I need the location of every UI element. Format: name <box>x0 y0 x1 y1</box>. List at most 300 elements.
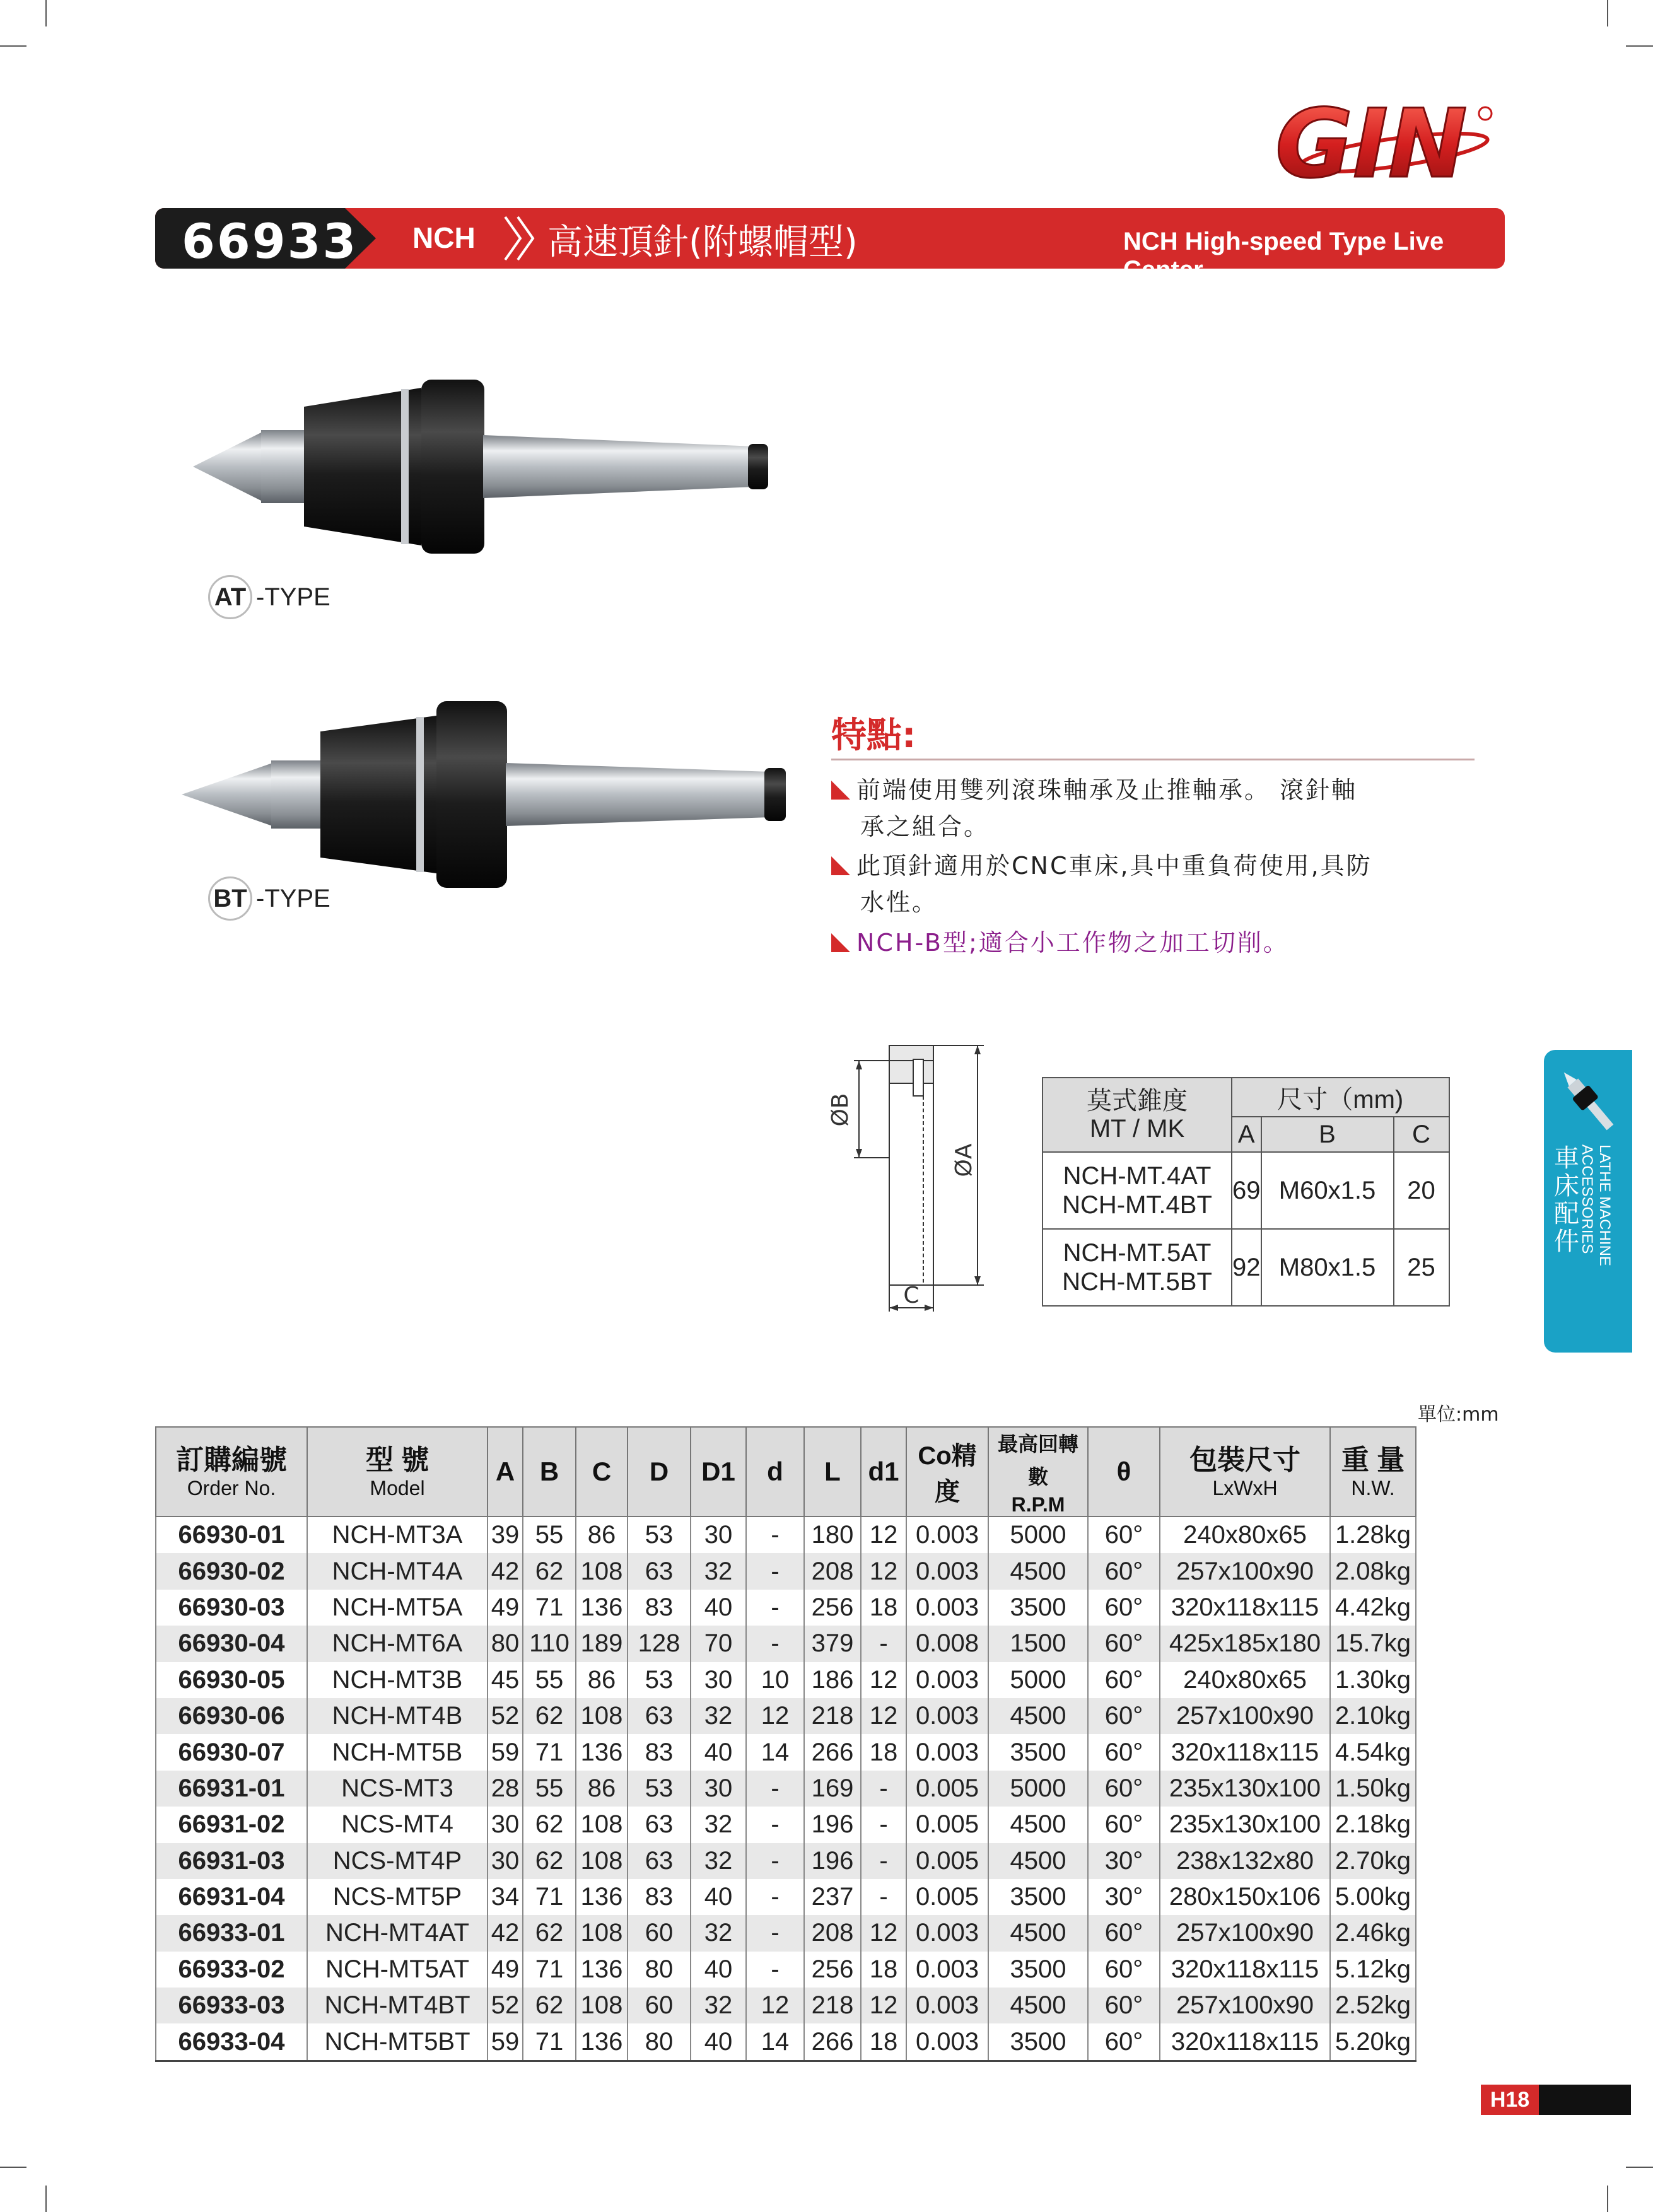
cell-model: NCS-MT4P <box>307 1843 488 1879</box>
cell-theta: 60° <box>1088 1734 1160 1770</box>
cell-l: 208 <box>804 1915 861 1951</box>
cell-order-no: 66933-04 <box>156 2023 307 2061</box>
type-label-bt: BT -TYPE <box>208 876 330 921</box>
cell-d1-upper: 32 <box>691 1807 746 1842</box>
cell-d: 60 <box>628 1915 691 1951</box>
cell-l: 180 <box>804 1516 861 1553</box>
cell-d: 53 <box>628 1771 691 1807</box>
cell-l: 196 <box>804 1807 861 1842</box>
cell-d1-upper: 30 <box>691 1771 746 1807</box>
cell-co: 0.003 <box>906 1698 988 1734</box>
cell-d1-lower: - <box>861 1771 906 1807</box>
cell-rpm: 5000 <box>988 1516 1088 1553</box>
cell-c: 108 <box>576 1807 628 1842</box>
cell-pack-size: 235x130x100 <box>1160 1771 1330 1807</box>
cell-d1-upper: 32 <box>691 1553 746 1589</box>
cell-l: 266 <box>804 2023 861 2061</box>
crop-mark <box>1607 2186 1608 2212</box>
svg-text:ØA: ØA <box>951 1143 977 1177</box>
cell-l: 256 <box>804 1590 861 1626</box>
cell-model: NCH-MT5AT <box>307 1952 488 1988</box>
cell-d1-lower: 12 <box>861 1662 906 1698</box>
cell-theta: 60° <box>1088 2023 1160 2061</box>
col-rpm: 最高回轉數 R.P.M <box>988 1427 1088 1516</box>
table-row <box>156 1516 1416 1553</box>
cell-c: 86 <box>576 1662 628 1698</box>
cell-c: 86 <box>576 1771 628 1807</box>
cell-b: 62 <box>523 1807 576 1842</box>
cell-pack-size: 257x100x90 <box>1160 1553 1330 1589</box>
cell-weight: 2.46kg <box>1330 1915 1416 1951</box>
col-d1-upper: D1 <box>691 1427 746 1516</box>
cell-d-lower: - <box>746 1771 804 1807</box>
cell-rpm: 3500 <box>988 1734 1088 1770</box>
spec-col-a: A <box>1232 1117 1261 1152</box>
cell-a: 52 <box>488 1988 523 2023</box>
cell-l: 266 <box>804 1734 861 1770</box>
cell-d-lower: - <box>746 1807 804 1842</box>
cell-d: 63 <box>628 1698 691 1734</box>
cell-d: 63 <box>628 1807 691 1842</box>
cell-d1-upper: 30 <box>691 1516 746 1553</box>
spec-header-mt: 莫式錐度 MT / MK <box>1043 1078 1232 1152</box>
cell-theta: 30° <box>1088 1879 1160 1915</box>
cell-d1-upper: 32 <box>691 1988 746 2023</box>
cell-order-no: 66933-02 <box>156 1952 307 1988</box>
cell-d-lower: 14 <box>746 2023 804 2061</box>
cell-model: NCH-MT4B <box>307 1698 488 1734</box>
col-d: D <box>628 1427 691 1516</box>
table-row <box>156 1662 1416 1698</box>
cell-weight: 1.30kg <box>1330 1662 1416 1698</box>
cell-model: NCS-MT4 <box>307 1807 488 1842</box>
cell-d-lower: - <box>746 1516 804 1553</box>
cell-theta: 60° <box>1088 1988 1160 2023</box>
cell-weight: 15.7kg <box>1330 1626 1416 1662</box>
cell-order-no: 66930-05 <box>156 1662 307 1698</box>
cell-a: 42 <box>488 1553 523 1589</box>
cell-d-lower: - <box>746 1553 804 1589</box>
cell-d1-lower: - <box>861 1843 906 1879</box>
cell-b: 62 <box>523 1698 576 1734</box>
cell-c: 108 <box>576 1915 628 1951</box>
page-number: H18 <box>1481 2085 1539 2115</box>
cell-b: 71 <box>523 1879 576 1915</box>
cell-weight: 5.20kg <box>1330 2023 1416 2061</box>
cell-order-no: 66931-03 <box>156 1843 307 1879</box>
cell-a: 59 <box>488 1734 523 1770</box>
cell-c: 108 <box>576 1698 628 1734</box>
crop-mark <box>1626 45 1653 47</box>
cell-co: 0.003 <box>906 1915 988 1951</box>
cell-co: 0.003 <box>906 1952 988 1988</box>
cell-weight: 1.50kg <box>1330 1771 1416 1807</box>
col-b: B <box>523 1427 576 1516</box>
cell-d1-upper: 32 <box>691 1698 746 1734</box>
divider <box>831 759 1475 760</box>
side-tab-english: LATHE MACHINE ACCESSORIES <box>1579 1144 1613 1266</box>
cell-d-lower: - <box>746 1626 804 1662</box>
cell-b: 55 <box>523 1516 576 1553</box>
cell-model: NCH-MT5B <box>307 1734 488 1770</box>
col-co: Co精度 <box>906 1427 988 1516</box>
live-center-at-image <box>187 372 773 561</box>
cell-d: 80 <box>628 1952 691 1988</box>
cell-d-lower: - <box>746 1879 804 1915</box>
cell-model: NCS-MT3 <box>307 1771 488 1807</box>
cell-a: 52 <box>488 1698 523 1734</box>
cell-d: 60 <box>628 1988 691 2023</box>
cell-d1-lower: 12 <box>861 1698 906 1734</box>
cell-pack-size: 320x118x115 <box>1160 1590 1330 1626</box>
nut-dimension-diagram <box>820 1034 996 1312</box>
cell-b: 62 <box>523 1843 576 1879</box>
triangle-bullet-icon <box>831 933 850 952</box>
cell-c: 136 <box>576 1734 628 1770</box>
cell-rpm: 4500 <box>988 1807 1088 1842</box>
cell-d-lower: 14 <box>746 1734 804 1770</box>
cell-d1-upper: 32 <box>691 1843 746 1879</box>
features-title: 特點: <box>831 715 916 756</box>
cell-c: 108 <box>576 1988 628 2023</box>
cell-d1-upper: 30 <box>691 1662 746 1698</box>
cell-pack-size: 320x118x115 <box>1160 1952 1330 1988</box>
crop-mark <box>1626 2167 1653 2168</box>
section-side-tab[interactable] <box>1544 1050 1632 1353</box>
cell-weight: 2.18kg <box>1330 1807 1416 1842</box>
col-d-lower: d <box>746 1427 804 1516</box>
cell-theta: 60° <box>1088 1807 1160 1842</box>
table-row <box>156 1590 1416 1626</box>
spec-row: NCH-MT.5AT NCH-MT.5BT 92 M80x1.5 25 <box>1043 1229 1449 1306</box>
table-row <box>156 1843 1416 1879</box>
cell-weight: 5.00kg <box>1330 1879 1416 1915</box>
title-english: NCH High-speed Type Live Center <box>1123 228 1444 284</box>
cell-d: 128 <box>628 1626 691 1662</box>
cell-d1-lower: 12 <box>861 1988 906 2023</box>
table-row <box>156 1915 1416 1951</box>
col-order-no: 訂購編號 Order No. <box>156 1427 307 1516</box>
cell-weight: 1.28kg <box>1330 1516 1416 1553</box>
cell-c: 108 <box>576 1843 628 1879</box>
table-row <box>156 1698 1416 1734</box>
cell-weight: 5.12kg <box>1330 1952 1416 1988</box>
cell-rpm: 4500 <box>988 1843 1088 1879</box>
cell-model: NCH-MT4AT <box>307 1915 488 1951</box>
cell-pack-size: 235x130x100 <box>1160 1807 1330 1842</box>
cell-b: 71 <box>523 1590 576 1626</box>
cell-order-no: 66930-07 <box>156 1734 307 1770</box>
cell-d1-upper: 32 <box>691 1915 746 1951</box>
cell-pack-size: 425x185x180 <box>1160 1626 1330 1662</box>
cell-d1-lower: - <box>861 1879 906 1915</box>
cell-a: 30 <box>488 1843 523 1879</box>
cell-theta: 60° <box>1088 1952 1160 1988</box>
spec-header-dim: 尺寸（mm) <box>1232 1078 1449 1117</box>
cell-d-lower: 12 <box>746 1988 804 2023</box>
title-banner <box>155 208 1505 284</box>
feature-item: NCH-B型;適合小工作物之加工切削。 <box>831 924 1500 961</box>
cell-co: 0.005 <box>906 1771 988 1807</box>
cell-d-lower: - <box>746 1915 804 1951</box>
col-c: C <box>576 1427 628 1516</box>
cell-pack-size: 320x118x115 <box>1160 1734 1330 1770</box>
cell-pack-size: 320x118x115 <box>1160 2023 1330 2061</box>
cell-a: 39 <box>488 1516 523 1553</box>
cell-d1-lower: 18 <box>861 1952 906 1988</box>
cell-theta: 60° <box>1088 1590 1160 1626</box>
cell-weight: 2.08kg <box>1330 1553 1416 1589</box>
cell-d-lower: - <box>746 1843 804 1879</box>
type-label-at: AT -TYPE <box>208 575 330 619</box>
col-model: 型 號 Model <box>307 1427 488 1516</box>
cell-co: 0.003 <box>906 1988 988 2023</box>
cell-co: 0.003 <box>906 2023 988 2061</box>
cell-order-no: 66930-06 <box>156 1698 307 1734</box>
cell-l: 218 <box>804 1988 861 2023</box>
cell-a: 49 <box>488 1952 523 1988</box>
feature-item: 前端使用雙列滾珠軸承及止推軸承。 滾針軸 承之組合。 <box>831 772 1500 845</box>
crop-mark <box>0 45 26 47</box>
cell-b: 55 <box>523 1662 576 1698</box>
cell-rpm: 4500 <box>988 1915 1088 1951</box>
svg-text:GIN: GIN <box>1275 95 1468 195</box>
cell-l: 169 <box>804 1771 861 1807</box>
cell-c: 136 <box>576 1590 628 1626</box>
cell-co: 0.003 <box>906 1590 988 1626</box>
cell-order-no: 66930-01 <box>156 1516 307 1553</box>
triangle-bullet-icon <box>831 856 850 875</box>
table-row <box>156 1952 1416 1988</box>
nut-spec-table <box>1042 1077 1450 1307</box>
cell-a: 42 <box>488 1915 523 1951</box>
cell-d: 53 <box>628 1516 691 1553</box>
cell-d-lower: - <box>746 1952 804 1988</box>
cell-rpm: 4500 <box>988 1698 1088 1734</box>
col-d1-lower: d1 <box>861 1427 906 1516</box>
crop-mark <box>1607 0 1608 26</box>
cell-b: 62 <box>523 1988 576 2023</box>
cell-co: 0.003 <box>906 1516 988 1553</box>
cell-d: 53 <box>628 1662 691 1698</box>
cell-rpm: 5000 <box>988 1771 1088 1807</box>
cell-theta: 60° <box>1088 1516 1160 1553</box>
cell-pack-size: 238x132x80 <box>1160 1843 1330 1879</box>
title-chinese: 高速頂針(附螺帽型) <box>547 222 858 263</box>
cell-a: 45 <box>488 1662 523 1698</box>
svg-text:C: C <box>903 1283 920 1308</box>
cell-co: 0.005 <box>906 1879 988 1915</box>
col-weight: 重 量 N.W. <box>1330 1427 1416 1516</box>
cell-d: 83 <box>628 1879 691 1915</box>
table-row <box>156 2023 1416 2061</box>
cell-order-no: 66933-03 <box>156 1988 307 2023</box>
cell-d1-lower: 18 <box>861 1590 906 1626</box>
cell-theta: 60° <box>1088 1915 1160 1951</box>
product-spec-table <box>155 1426 1416 2062</box>
cell-a: 49 <box>488 1590 523 1626</box>
cell-co: 0.003 <box>906 1734 988 1770</box>
cell-order-no: 66930-04 <box>156 1626 307 1662</box>
cell-d1-upper: 40 <box>691 1734 746 1770</box>
cell-c: 86 <box>576 1516 628 1553</box>
table-row <box>156 1807 1416 1842</box>
cell-rpm: 3500 <box>988 1879 1088 1915</box>
cell-b: 62 <box>523 1915 576 1951</box>
cell-d1-upper: 40 <box>691 1590 746 1626</box>
cell-pack-size: 257x100x90 <box>1160 1915 1330 1951</box>
cell-pack-size: 257x100x90 <box>1160 1988 1330 2023</box>
page-number-bar <box>1481 2085 1631 2115</box>
cell-d1-lower: 18 <box>861 1734 906 1770</box>
cell-l: 208 <box>804 1553 861 1589</box>
crop-mark <box>45 2186 47 2212</box>
cell-b: 62 <box>523 1553 576 1589</box>
cell-d1-upper: 70 <box>691 1626 746 1662</box>
cell-model: NCS-MT5P <box>307 1879 488 1915</box>
cell-l: 237 <box>804 1879 861 1915</box>
crop-mark <box>45 0 47 26</box>
feature-item: 此頂針適用於CNC車床,具中重負荷使用,具防 水性。 <box>831 847 1500 921</box>
table-row <box>156 1734 1416 1770</box>
cell-l: 379 <box>804 1626 861 1662</box>
cell-order-no: 66931-04 <box>156 1879 307 1915</box>
cell-model: NCH-MT3A <box>307 1516 488 1553</box>
cell-model: NCH-MT3B <box>307 1662 488 1698</box>
cell-d: 63 <box>628 1843 691 1879</box>
cell-weight: 4.54kg <box>1330 1734 1416 1770</box>
table-row <box>156 1879 1416 1915</box>
cell-model: NCH-MT6A <box>307 1626 488 1662</box>
cell-order-no: 66930-02 <box>156 1553 307 1589</box>
cell-c: 136 <box>576 2023 628 2061</box>
live-center-bt-image <box>178 694 796 895</box>
cell-l: 186 <box>804 1662 861 1698</box>
cell-theta: 60° <box>1088 1626 1160 1662</box>
cell-d1-upper: 40 <box>691 1879 746 1915</box>
col-pack-size: 包裝尺寸 LxWxH <box>1160 1427 1330 1516</box>
cell-c: 136 <box>576 1952 628 1988</box>
cell-order-no: 66930-03 <box>156 1590 307 1626</box>
table-row <box>156 1988 1416 2023</box>
cell-rpm: 3500 <box>988 2023 1088 2061</box>
cell-co: 0.005 <box>906 1843 988 1879</box>
unit-note: 單位:mm <box>1418 1404 1499 1426</box>
cell-pack-size: 240x80x65 <box>1160 1516 1330 1553</box>
cell-a: 80 <box>488 1626 523 1662</box>
cell-pack-size: 257x100x90 <box>1160 1698 1330 1734</box>
cell-a: 59 <box>488 2023 523 2061</box>
product-code: 66933 <box>182 213 358 269</box>
brand-logo <box>1268 95 1507 195</box>
cell-co: 0.008 <box>906 1626 988 1662</box>
cell-d-lower: 12 <box>746 1698 804 1734</box>
cell-d: 83 <box>628 1590 691 1626</box>
cell-co: 0.003 <box>906 1553 988 1589</box>
cell-weight: 2.52kg <box>1330 1988 1416 2023</box>
cell-d1-lower: - <box>861 1807 906 1842</box>
cell-order-no: 66931-01 <box>156 1771 307 1807</box>
cell-d1-upper: 40 <box>691 2023 746 2061</box>
col-theta: θ <box>1088 1427 1160 1516</box>
series-label: NCH <box>412 221 476 254</box>
col-a: A <box>488 1427 523 1516</box>
cell-d-lower: 10 <box>746 1662 804 1698</box>
spec-col-b: B <box>1261 1117 1394 1152</box>
table-row <box>156 1553 1416 1589</box>
cell-a: 28 <box>488 1771 523 1807</box>
crop-mark <box>0 2167 26 2168</box>
cell-d1-lower: 12 <box>861 1516 906 1553</box>
cell-weight: 4.42kg <box>1330 1590 1416 1626</box>
cell-d1-lower: - <box>861 1626 906 1662</box>
cell-b: 71 <box>523 1952 576 1988</box>
cell-l: 256 <box>804 1952 861 1988</box>
table-row <box>156 1771 1416 1807</box>
triangle-bullet-icon <box>831 781 850 800</box>
cell-d-lower: - <box>746 1590 804 1626</box>
cell-theta: 30° <box>1088 1843 1160 1879</box>
cell-rpm: 4500 <box>988 1553 1088 1589</box>
cell-order-no: 66933-01 <box>156 1915 307 1951</box>
svg-text:ØB: ØB <box>827 1093 853 1127</box>
cell-model: NCH-MT4BT <box>307 1988 488 2023</box>
spec-col-c: C <box>1394 1117 1449 1152</box>
cell-rpm: 3500 <box>988 1590 1088 1626</box>
cell-d1-lower: 12 <box>861 1915 906 1951</box>
cell-c: 189 <box>576 1626 628 1662</box>
cell-co: 0.005 <box>906 1807 988 1842</box>
cell-d1-upper: 40 <box>691 1952 746 1988</box>
cell-c: 108 <box>576 1553 628 1589</box>
cell-rpm: 3500 <box>988 1952 1088 1988</box>
cell-theta: 60° <box>1088 1662 1160 1698</box>
cell-weight: 2.70kg <box>1330 1843 1416 1879</box>
cell-d: 83 <box>628 1734 691 1770</box>
cell-b: 71 <box>523 1734 576 1770</box>
cell-model: NCH-MT4A <box>307 1553 488 1589</box>
cell-d1-lower: 18 <box>861 2023 906 2061</box>
table-row <box>156 1626 1416 1662</box>
cell-theta: 60° <box>1088 1553 1160 1589</box>
cell-theta: 60° <box>1088 1698 1160 1734</box>
cell-l: 196 <box>804 1843 861 1879</box>
side-tab-chinese: 車床配件 <box>1554 1144 1579 1256</box>
cell-a: 34 <box>488 1879 523 1915</box>
cell-pack-size: 280x150x106 <box>1160 1879 1330 1915</box>
cell-pack-size: 240x80x65 <box>1160 1662 1330 1698</box>
chevron-right-icon <box>499 208 543 269</box>
cell-rpm: 1500 <box>988 1626 1088 1662</box>
cell-rpm: 4500 <box>988 1988 1088 2023</box>
cell-order-no: 66931-02 <box>156 1807 307 1842</box>
cell-co: 0.003 <box>906 1662 988 1698</box>
cell-l: 218 <box>804 1698 861 1734</box>
spec-row: NCH-MT.4AT NCH-MT.4BT 69 M60x1.5 20 <box>1043 1152 1449 1229</box>
lathe-center-icon <box>1553 1062 1622 1138</box>
cell-d1-lower: 12 <box>861 1553 906 1589</box>
cell-weight: 2.10kg <box>1330 1698 1416 1734</box>
cell-model: NCH-MT5A <box>307 1590 488 1626</box>
cell-theta: 60° <box>1088 1771 1160 1807</box>
cell-d: 80 <box>628 2023 691 2061</box>
cell-a: 30 <box>488 1807 523 1842</box>
cell-b: 55 <box>523 1771 576 1807</box>
cell-c: 136 <box>576 1879 628 1915</box>
cell-model: NCH-MT5BT <box>307 2023 488 2061</box>
cell-d: 63 <box>628 1553 691 1589</box>
cell-b: 71 <box>523 2023 576 2061</box>
